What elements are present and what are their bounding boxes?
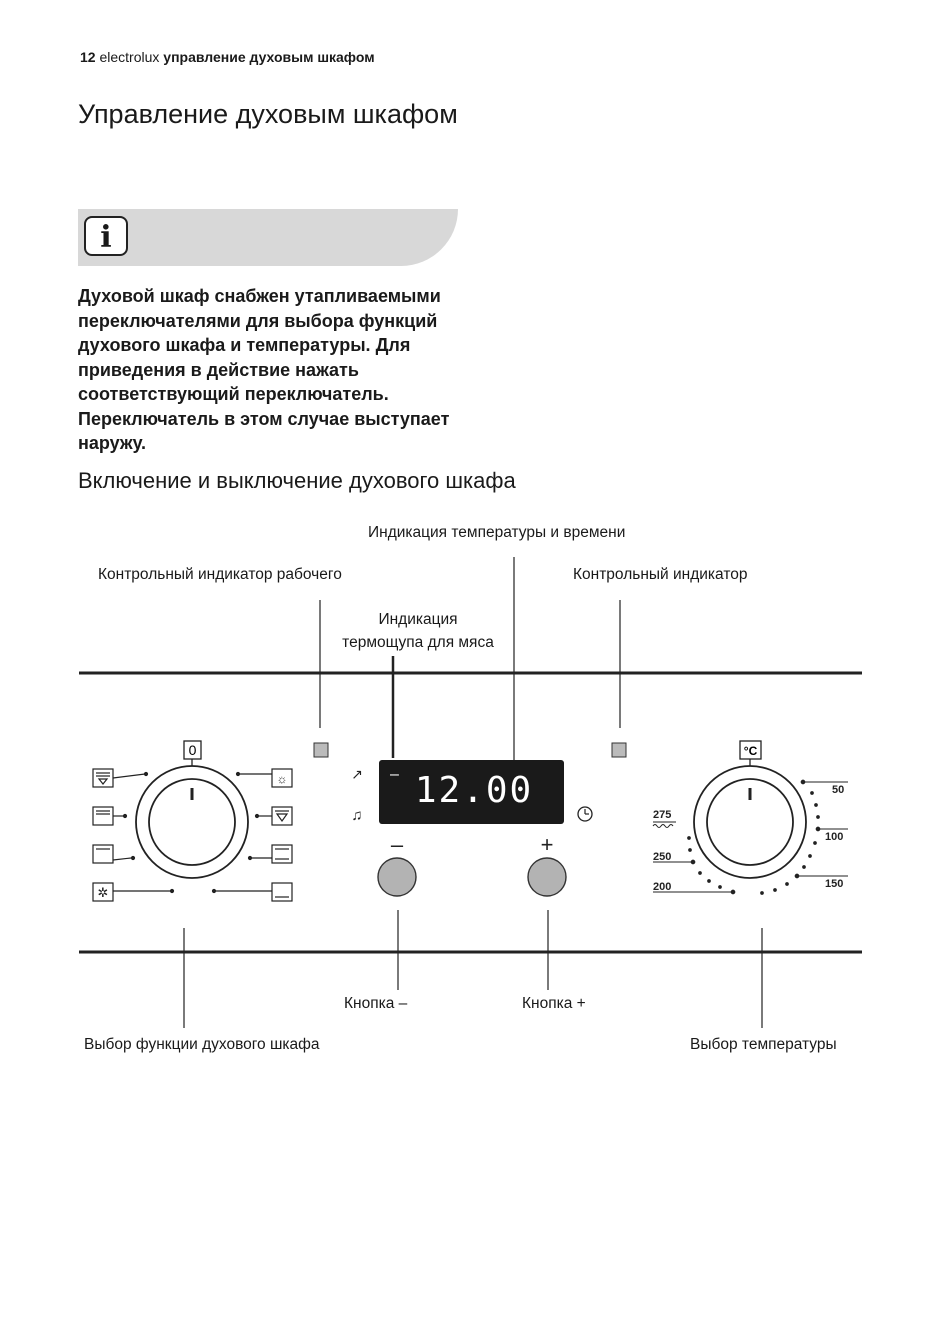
conventional-heat-icon [249, 845, 293, 863]
bell-icon: ♫ [351, 807, 363, 824]
function-knob-zero: 0 [188, 742, 197, 758]
bottom-heat-icon [213, 883, 293, 901]
section-name: управление духовым шкафом [163, 49, 375, 65]
temperature-knob[interactable] [694, 741, 806, 878]
display-dash: – [390, 766, 399, 783]
plus-symbol: + [540, 832, 554, 857]
section-subtitle: Включение и выключение духового шкафа [78, 468, 516, 493]
label-meat-probe-2: термощупа для мяса [342, 634, 494, 651]
label-work-indicator: Контрольный индикатор рабочего [98, 566, 342, 583]
meat-probe-icon: ↗ [351, 766, 363, 782]
top-grill-fan-icon [93, 769, 148, 787]
indicator-lamp [612, 743, 626, 757]
label-temp-select: Выбор температуры [690, 1036, 837, 1053]
defrost-icon [93, 883, 174, 901]
temp-label-100: 100 [825, 831, 844, 843]
display-panel [379, 760, 564, 824]
plus-button[interactable] [528, 858, 566, 896]
label-temp-time-display: Индикация температуры и времени [368, 524, 626, 541]
temp-label-150: 150 [825, 878, 844, 890]
work-indicator-lamp [314, 743, 328, 757]
temp-label-200: 200 [653, 881, 672, 893]
function-knob[interactable] [136, 741, 248, 878]
top-heat-icon [93, 845, 135, 863]
temp-label-275: 275 [653, 809, 672, 821]
minus-symbol: – [390, 832, 404, 857]
svg-text:☼: ☼ [276, 772, 288, 786]
light-icon [237, 769, 293, 787]
brand-name: electrolux [99, 49, 160, 65]
info-note: Духовой шкаф снабжен утапливаемыми переключателями для выбора функций духового шкафа и температуры. Для приведения в действие нажать соответствующий переключатель. Переключатель в этом случае выступает наружу. [78, 286, 450, 453]
page-title: Управление духовым шкафом [78, 99, 458, 129]
label-button-minus: Кнопка – [344, 995, 408, 1012]
label-meat-probe-1: Индикация [378, 611, 458, 628]
svg-text:✲: ✲ [97, 885, 109, 900]
label-indicator: Контрольный индикатор [573, 566, 748, 583]
temp-label-250: 250 [653, 851, 672, 863]
fan-grill-icon [256, 807, 293, 825]
page-number: 12 [80, 49, 96, 65]
minus-button[interactable] [378, 858, 416, 896]
label-function-select: Выбор функции духового шкафа [84, 1036, 320, 1053]
grill-icon [93, 807, 127, 825]
temp-label-50: 50 [832, 784, 845, 796]
temp-knob-celsius: °C [743, 744, 758, 758]
label-button-plus: Кнопка + [522, 995, 586, 1012]
display-time: 12.00 [414, 770, 534, 811]
info-icon: i [84, 216, 128, 256]
